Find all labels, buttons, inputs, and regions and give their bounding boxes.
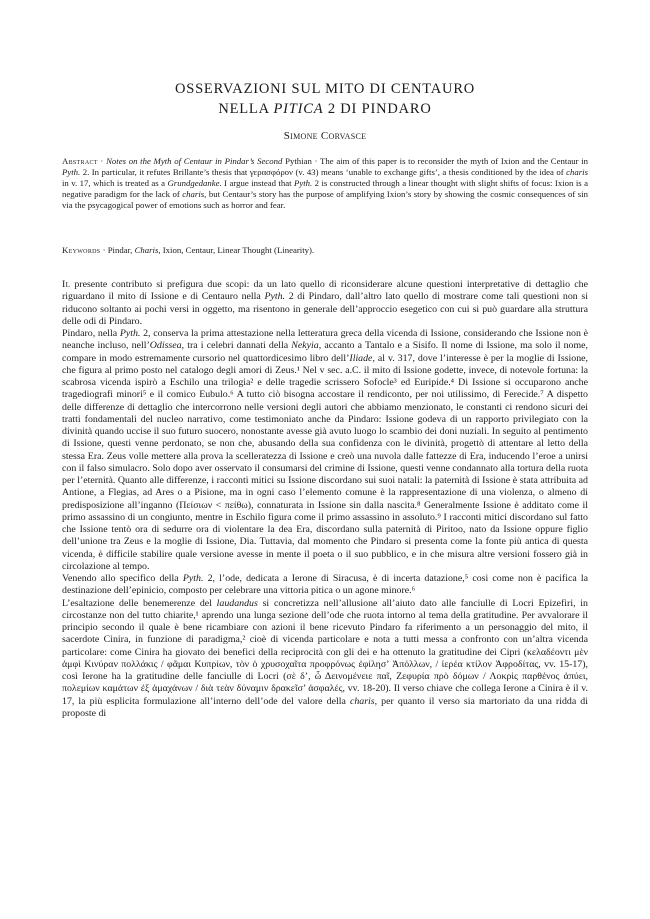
- abstract-sep: ·: [97, 156, 107, 166]
- abstract-label: Abstract: [62, 156, 98, 166]
- paragraph-text: 2, l’ode, dedicata a Ierone di Siracusa, è di incerta datazione,⁵ così come non è pacifica la destinazione dell’epinicio, composto per celebrare una vittoria pitica o un agone minore.⁶: [62, 573, 588, 597]
- abstract-text: · The aim of this paper is to reconsider the myth of Ixion and the Centaur in: [311, 156, 589, 166]
- keywords-text: Pindar,: [107, 245, 135, 255]
- paragraph-text: 2 di Pindaro, dall’altro lato quello di mostrare come tali questioni non si riducono soltanto ai pochi versi in oggetto, ma risentono in generale dell’approccio esegetico con cui si può guardare alla struttura delle odi di Pindaro.: [62, 291, 588, 327]
- keywords-text: , Ixion, Centaur, Linear Thought (Linearity).: [158, 245, 315, 255]
- paragraph-italic: Odissea: [149, 340, 182, 352]
- paragraph-text: Venendo allo specifico della: [62, 573, 183, 584]
- paper-title-line1: OSSERVAZIONI SUL MITO DI CENTAURO: [174, 81, 476, 97]
- paragraph-italic: Nekyia: [291, 340, 319, 352]
- paragraph-4: [62, 598, 588, 721]
- paragraph-text: L’esaltazione delle benemerenze del: [62, 597, 217, 609]
- keywords-sep: ·: [100, 245, 108, 255]
- title-line2-italic: PITICA: [273, 101, 324, 117]
- abstract-text: , but Centaur’s story has the purpose of amplifying Ixion’s story by showing the cosmic consequences of sin via the psycagogical power of emotions such as horror and fear.: [62, 189, 589, 211]
- abstract-italic: charis: [566, 167, 588, 178]
- paragraph-text: , al v. 317, dove l’interesse è per la moglie di Issione, che figura al primo posto nel catalogo degli amori di Zeus.¹ Nel v sec. a.C. il mito di Issione godette, invece, di notevole fortuna: la scabrosa vicenda ispirò a Eschilo una trilogia² e delle tragedie scrissero Sofocle³ ed Euripide.⁴ Di Issione si occuparono anche tragediografi minori⁵ e il comico Eubulo.⁶ A tutto ciò bisogna accostare il rendiconto, per noi utilissimo, di Ferecide.⁷ A dispetto delle differenze di dettaglio che intercorrono nelle versioni degli autori che abbiamo menzionato, le constanti ci rendono sicuri dei tratti fondamentali del nucleo narrativo, come testimoniato anche da Pindaro: Issione godeva di un rapporto privilegiato con la divinità quando uccise il suo futuro suocero, nonostante avesse già avuto luogo lo scambio dei doni nuziali. In seguito al pentimento di Issione, questi venne perdonato, se non che, abusando della sua confidenza con le divinità, progettò di attentare al letto della stessa Era. Zeus volle mettere alla prova la scelleratezza di Issione e creò una nuvola dalle fattezze di Era, inducendo l’eroe a unirsi con il falso simulacro. Solo dopo aver osservato il consumarsi del crimine di Issione, questi venne condannato alla tortura della ruota per l’eternità. Quanto alle differenze, i racconti mitici su Issione discordano sui suoi natali: la paternità di Issione è stata attribuita ad Antione, a Flegias, ad Ares o a Pisione, ma in ogni caso l’elemento comune è la rappresentazione di una violenza, o almeno di predisposizione all’inganno (Πείσιων < πείθω), connaturata in Issione sin dalla nascita.⁸ Generalmente Issione è additato come il primo assassino di un congiunto, mentre in Eschilo figura come il primo assassino in assoluto.⁹ I racconti mitici discordano sul fatto che Issione tentò ora di sedurre ora di violentare la dea Era, discordano sulla paternità di Piritoo, nato da Issione oppure figlio dell’unione tra Zeus e la moglie di Issione, Dia. Tuttavia, dal momento che Pindaro si presenta come la fonte più antica di questa vicenda, è difficile stabilire quale versione avesse in mente il poeta o il suo pubblico, e in che misura altre versioni fossero già in circolazione al tempo.: [62, 352, 588, 572]
- abstract-italic: Pyth.: [62, 167, 81, 178]
- paper-title-line2: [0, 101, 650, 118]
- paragraph-1: [62, 279, 588, 328]
- abstract-subtitle: Notes on the Myth of Centaur in Pindar’s Second: [106, 156, 283, 166]
- paragraph-italic: Pyth.: [264, 291, 286, 303]
- abstract: [62, 156, 588, 211]
- title-line2-suffix: 2 DI PINDARO: [323, 101, 432, 117]
- abstract-italic: Pyth.: [294, 178, 313, 189]
- abstract-text: . I argue instead that: [219, 178, 294, 189]
- paragraph-text: , accanto a Tantalo e a Sisifo. Il nome di Issione, ma solo il nome, compare in modo estremamente cursorio nel quattordicesimo libro dell’: [62, 340, 589, 364]
- abstract-italic: Grundgedanke: [167, 178, 220, 189]
- keywords-italic: Charis: [134, 245, 159, 255]
- body-text: [62, 279, 588, 720]
- lead-word: Il: [62, 279, 71, 290]
- paragraph-italic: Pyth.: [119, 328, 141, 339]
- title-line2-prefix: NELLA: [218, 101, 274, 117]
- author-name: Simone Corvasce: [283, 130, 367, 142]
- paragraph-italic: laudandus: [216, 597, 258, 609]
- paragraph-italic: Pyth.: [182, 573, 204, 584]
- paragraph-text: presente contributo si prefigura due scopi: da un lato quello di riconsiderare alcune questioni interpretative di dettaglio che riguardano il mito di Issione e di Centauro nella: [62, 279, 588, 303]
- abstract-subtitle-roman: Pythian: [282, 156, 312, 166]
- paragraph-text: Pindaro, nella: [62, 328, 120, 339]
- paragraph-text: si concretizza nell’allusione all’aiuto dato alle fanciulle di Locri Epizefiri, in circostanze non del tutto chiarite,¹ aprendo una lunga sezione dell’ode che ruota intorno al tema della gratitudine. Per avvalorare il principio secondo il quale è bene ricambiare con azioni il bene ricevuto Pindaro fa riferimento a un personaggio del mito, il sacerdote Cinira, in funzione di paradigma,² cioè di vicenda particolare e nota a tutti messa a confronto con un’altra vicenda particolare: come Cinira ha giovato dei benefici della reciprocità con gli dei e ha ottenuto la gratitudine dei Cipri (κελαδέοντι μὲν ἀμφὶ Κινύραν πολλάκις / φᾶμαι Κυπρίων, τὸν ὁ χρυσοχαῖτα προφρόνως ἐφίλησ’ Ἀπόλλων, / ἱερέα κτίλον Ἀφροδίτας, vv. 15-17), così Ierone ha la gratitudine delle fanciulle di Locri (σὲ δ’, ὦ Δεινομένειε παῖ, Ζεφυρία πρὸ δόμων / Λοκρὶς παρθένος ἀπύει, πολεμίων καμάτων ἐξ ἀμαχάνων / διὰ τεὰν δύναμιν δρακεῖσ’ ἀσφαλές, vv. 18-20). Il verso chiave che collega Ierone a Cinira è il v. 17, la più esplicita formulazione all’interno dell’ode del valore della: [62, 597, 588, 707]
- paragraph-3: [62, 573, 588, 598]
- abstract-text: in v. 17, which is treated as a: [62, 178, 168, 189]
- paragraph-text: , tra i celebri dannati della: [181, 340, 292, 352]
- abstract-text: 2. In particular, it refutes Brillante’s thesis that γερασφόρον (v. 43) means ‘unable to exchange gifts’, a thesis conditioned by the idea of: [80, 167, 567, 178]
- paragraph-italic: Iliade: [349, 352, 373, 364]
- paragraph-italic: charis: [349, 695, 375, 707]
- keywords-label: Keywords: [62, 245, 101, 255]
- paragraph-text: , per quanto il verso sia martoriato da una ridda di proposte di: [62, 695, 588, 719]
- keywords: [62, 245, 588, 256]
- paragraph-2: [62, 328, 588, 573]
- abstract-italic: charis: [182, 189, 205, 200]
- paragraph-text: 2, conserva la prima attestazione nella letteratura greca della vicenda di Issione, considerando che Issione non è neanche incluso, nell’: [62, 328, 588, 352]
- abstract-text: 2 is constructed through a linear thought with slight shifts of focus: Ixion is a negative paradigm for the lack of: [62, 178, 589, 200]
